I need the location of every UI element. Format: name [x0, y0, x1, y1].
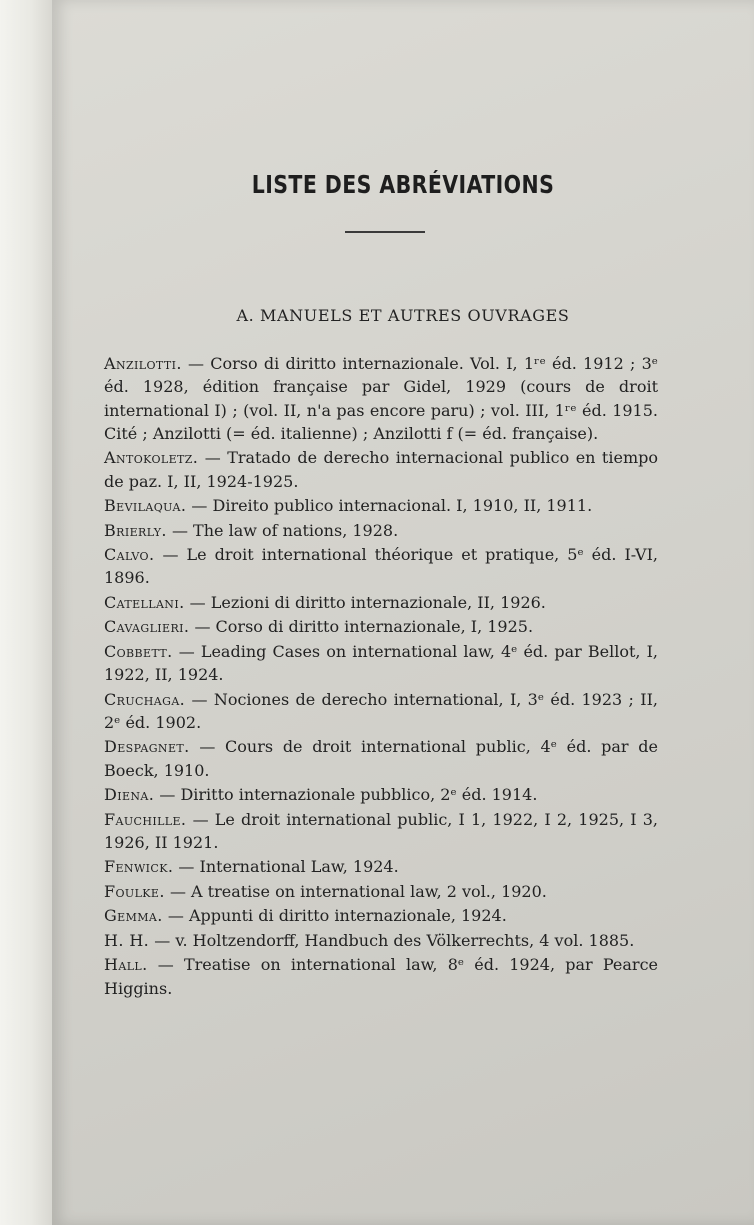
abbreviation-text: — The law of nations, 1928. [171, 520, 399, 540]
abbreviation-key: Cobbett. [104, 641, 173, 661]
abbreviation-text: — Nociones de derecho international, I, 3ᵉ éd. 1923 ; II, 2ᵉ éd. 1902. [104, 689, 658, 732]
list-item [104, 615, 658, 638]
list-item [104, 953, 658, 1000]
abbreviation-key: Diena. [104, 785, 155, 805]
abbreviation-key: Gemma. [104, 906, 163, 926]
abbreviation-key: Despagnet. [104, 737, 190, 757]
abbreviation-key: Foulke. [104, 881, 165, 901]
abbreviation-key: Fauchille. [104, 809, 187, 829]
abbreviation-key: Bevilaqua. [104, 496, 187, 516]
abbreviation-text: — Corso di diritto internazionale. Vol. I, 1ʳᵉ éd. 1912 ; 3ᵉ éd. 1928, édition française par Gidel, 1929 (cours de droit international I) ; (vol. II, n'a pas encore paru) ; vol. III, 1ʳᵉ éd. 1915. Cité ; Anzilotti (= éd. italienne) ; Anzilotti f (= éd. française). [104, 354, 658, 443]
abbreviation-text: — Lezioni di diritto internazionale, II, 1926. [189, 592, 546, 612]
abbreviation-text: — Direito publico internacional. I, 1910, II, 1911. [191, 496, 593, 516]
abbreviation-text: — Appunti di diritto internazionale, 1924. [167, 906, 507, 926]
list-item [104, 543, 658, 590]
abbreviation-key: Brierly. [104, 520, 167, 540]
abbreviation-key: Antokoletz. [104, 448, 199, 468]
list-item [104, 855, 658, 878]
abbreviation-text: — Cours de droit international public, 4ᵉ éd. par de Boeck, 1910. [104, 737, 658, 780]
abbreviation-text: — Treatise on international law, 8ᵉ éd. 1924, par Pearce Higgins. [104, 955, 658, 998]
list-item [104, 929, 658, 952]
abbreviation-key: Fenwick. [104, 857, 174, 877]
abbreviation-text: — Corso di diritto internazionale, I, 1925. [194, 617, 534, 637]
list-item [104, 640, 658, 687]
abbreviation-text: — A treatise on international law, 2 vol., 1920. [169, 881, 547, 901]
list-item [104, 519, 658, 542]
list-item [104, 591, 658, 614]
page-title: LISTE DES ABRÉVIATIONS [251, 170, 555, 199]
abbreviation-text: — International Law, 1924. [178, 857, 399, 877]
abbreviation-key: Calvo. [104, 545, 155, 565]
list-item [104, 688, 658, 735]
abbreviation-list [104, 352, 658, 1000]
abbreviation-text: — Le droit international public, I 1, 1922, I 2, 1925, I 3, 1926, II 1921. [104, 809, 658, 852]
abbreviation-key: H. H. [104, 930, 150, 950]
abbreviation-text: — v. Holtzendorff, Handbuch des Völkerrechts, 4 vol. 1885. [154, 930, 635, 950]
book-gutter [0, 0, 52, 1225]
list-item [104, 904, 658, 927]
list-item [104, 735, 658, 782]
abbreviation-text: — Diritto internazionale pubblico, 2ᵉ éd. 1914. [159, 785, 538, 805]
abbreviation-text: — Le droit international théorique et pratique, 5ᵉ éd. I-VI, 1896. [104, 545, 658, 588]
list-item [104, 808, 658, 855]
abbreviation-text: — Tratado de derecho internacional publico en tiempo de paz. I, II, 1924-1925. [104, 448, 658, 491]
abbreviation-text: — Leading Cases on international law, 4ᵉ éd. par Bellot, I, 1922, II, 1924. [104, 641, 658, 685]
list-item [104, 783, 658, 806]
title-rule [345, 231, 425, 233]
list-item [104, 352, 658, 445]
list-item [104, 446, 658, 493]
abbreviation-key: Anzilotti. [104, 354, 182, 373]
abbreviation-key: Cavaglieri. [104, 617, 190, 637]
abbreviation-key: Hall. [104, 955, 148, 975]
section-heading: A. MANUELS ET AUTRES OUVRAGES [236, 306, 570, 325]
list-item [104, 880, 658, 903]
abbreviation-key: Cruchaga. [104, 689, 186, 709]
list-item [104, 494, 658, 517]
abbreviation-key: Catellani. [104, 592, 185, 612]
